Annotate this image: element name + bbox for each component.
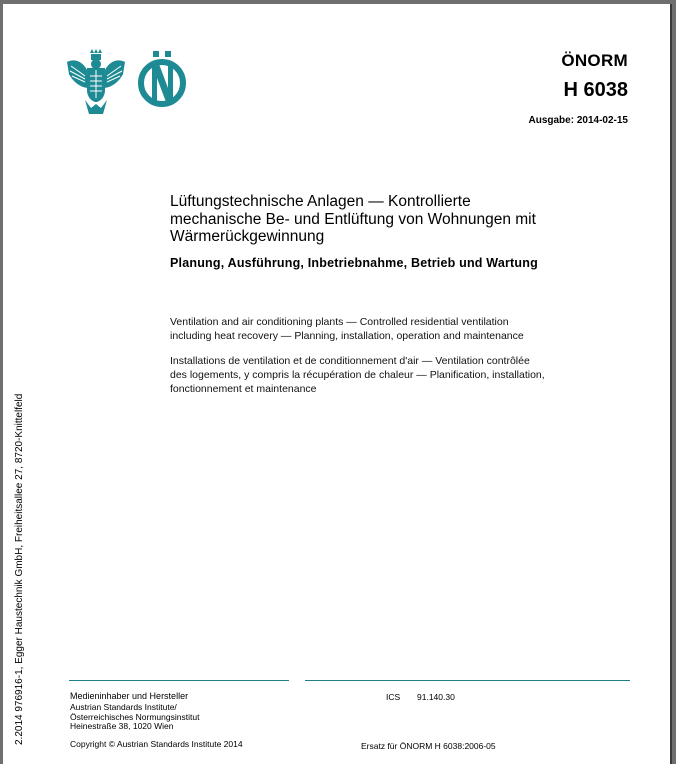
french-title-line: des logements, y compris la récupération de chaleur — Planification, installation, [170,368,545,381]
title-line: Wärmerückgewinnung [170,228,325,245]
document-page [3,4,672,764]
french-title [170,355,590,396]
edition-date: Ausgabe: 2014-02-15 [528,115,628,126]
footer-divider-right [305,680,630,681]
french-title-line: Installations de ventilation et de conditionnement d'air — Ventilation contrôlée [170,355,530,367]
french-title-line: fonctionnement et maintenance [170,382,317,395]
license-side-note: 2.2014 976916-1, Egger Haustechnik GmbH, Freiheitsallee 27, 8720-Knittelfeld [14,393,25,745]
title-line: Lüftungstechnische Anlagen — Kontrollierte [170,193,471,210]
standard-number: H 6038 [563,79,628,101]
english-title-line: including heat recovery — Planning, installation, operation and maintenance [170,329,524,342]
copyright-notice: Copyright © Austrian Standards Institute 2014 [70,739,243,749]
title-line: mechanische Be- und Entlüftung von Wohnungen mit [170,210,536,228]
document-subtitle: Planung, Ausführung, Inbetriebnahme, Betrieb und Wartung [170,256,538,270]
english-title [170,316,550,344]
publisher-line: Österreichisches Normungsinstitut [70,711,200,722]
footer-divider-left [69,680,289,681]
on-logo [135,48,189,110]
english-title-line: Ventilation and air conditioning plants — Controlled residential ventilation [170,316,509,328]
publisher-line: Heinestraße 38, 1020 Wien [70,721,174,732]
publisher-line: Austrian Standards Institute/ [70,701,177,712]
ics-value: 91.140.30 [417,692,455,702]
document-title [170,193,600,246]
publisher-heading: Medieninhaber und Hersteller [70,691,189,701]
austrian-eagle-logo [65,48,127,116]
ics-label: ICS [386,692,401,702]
publisher-block [70,692,199,732]
standard-name: ÖNORM [561,51,628,70]
replacement-note: Ersatz für ÖNORM H 6038:2006-05 [361,741,496,751]
